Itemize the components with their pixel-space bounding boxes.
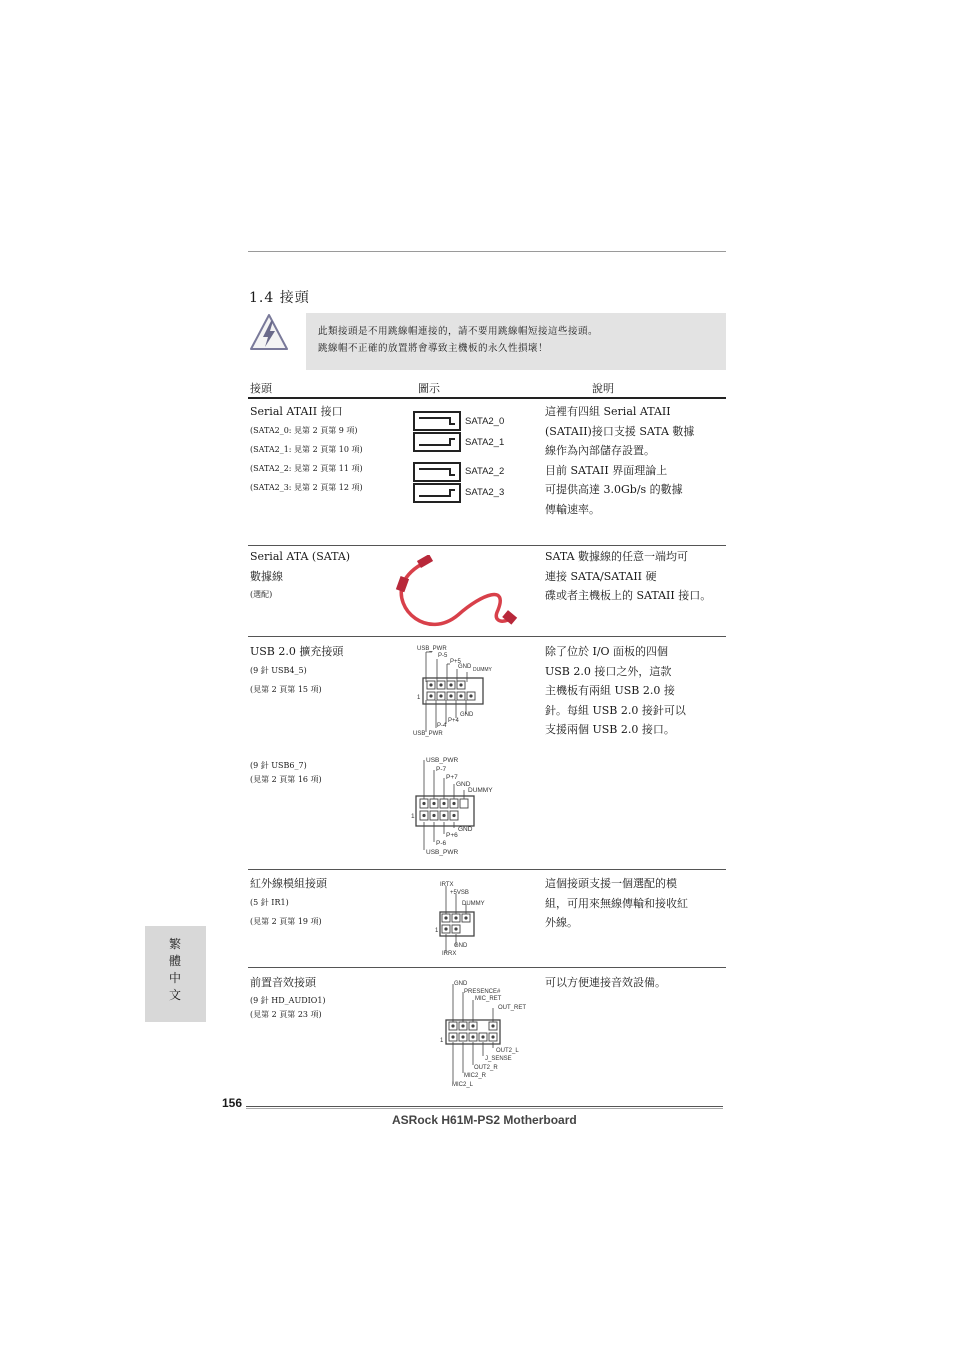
sata-description bbox=[545, 402, 694, 519]
warning-icon bbox=[249, 313, 289, 353]
page-number: 156 bbox=[222, 1096, 243, 1110]
ir-dummy: DUMMY bbox=[462, 901, 485, 907]
warning-text bbox=[318, 323, 598, 357]
sata-sub-3: (SATA2_3: 見第 2 頁第 12 項) bbox=[250, 483, 363, 492]
header-connector: 接頭 bbox=[250, 382, 272, 395]
cable-optional: (選配) bbox=[250, 590, 273, 599]
sata-port-label-0: SATA2_0 bbox=[465, 416, 505, 427]
usb-sub-2: (見第 2 頁第 15 項) bbox=[250, 685, 322, 694]
audio-j-sense: J_SENSE bbox=[485, 1056, 512, 1062]
ir-description bbox=[545, 874, 688, 933]
usb45-usbpwr-bot: USB_PWR bbox=[413, 731, 443, 737]
usb-desc-3: 針。每組 USB 2.0 接針可以 bbox=[545, 703, 686, 717]
warning-line-2: 跳線帽不正確的放置將會導致主機板的永久性損壞！ bbox=[318, 343, 549, 354]
usb67-pminus-bot: P-6 bbox=[436, 840, 447, 847]
usb67-usbpwr-top: USB_PWR bbox=[426, 757, 459, 764]
cable-name-2: 數據線 bbox=[250, 570, 283, 583]
sata-port-label-3: SATA2_3 bbox=[465, 487, 505, 498]
warning-line-1: 此類接頭是不用跳線帽連接的，請不要用跳線帽短接這些接頭。 bbox=[318, 326, 599, 337]
ir-desc-1: 組，可用來無線傳輸和接收紅 bbox=[545, 896, 688, 910]
audio-name: 前置音效接頭 bbox=[250, 976, 316, 989]
ir-desc-2: 外線。 bbox=[545, 916, 578, 929]
audio-mic2-r: MIC2_R bbox=[464, 1073, 487, 1079]
top-rule bbox=[248, 251, 726, 252]
usb67-gnd-bot: GND bbox=[458, 826, 473, 833]
warning-box bbox=[306, 313, 726, 370]
audio-mic2-l: MIC2_L bbox=[452, 1082, 474, 1088]
sata-cable-image bbox=[388, 555, 523, 630]
row-rule-2 bbox=[248, 636, 726, 637]
usb-desc-1: USB 2.0 接口之外，這款 bbox=[545, 664, 672, 678]
usb67-pin1: 1 bbox=[411, 813, 415, 820]
cable-description bbox=[545, 547, 711, 606]
header-rule bbox=[248, 397, 726, 399]
row-rule-3 bbox=[248, 869, 726, 870]
sata-desc-0: 這裡有四組 Serial ATAII bbox=[545, 405, 671, 418]
sata-port-label-2: SATA2_2 bbox=[465, 466, 505, 477]
sata-desc-4: 可提供高達 3.0Gb/s 的數據 bbox=[545, 483, 683, 496]
cable-desc-1: 連接 SATA/SATAII 硬 bbox=[545, 569, 657, 583]
usb-sub-3: (9 針 USB6_7) bbox=[250, 761, 307, 770]
usb67-dummy: DUMMY bbox=[468, 787, 493, 794]
sata-sub-2: (SATA2_2: 見第 2 頁第 11 項) bbox=[250, 464, 363, 473]
audio-desc-0: 可以方便連接音效設備。 bbox=[545, 976, 666, 989]
language-tab-label: 繁體中文 bbox=[168, 937, 181, 1002]
usb67-pminus-top: P-7 bbox=[436, 766, 447, 773]
ir-pin1: 1 bbox=[435, 928, 439, 934]
ir-name: 紅外線模組接頭 bbox=[250, 877, 327, 890]
cable-desc-0: SATA 數據線的任意一端均可 bbox=[545, 550, 689, 563]
ir-sub-1: (5 針 IR1) bbox=[250, 898, 289, 907]
audio-sub-2: (見第 2 頁第 23 項) bbox=[250, 1010, 322, 1019]
audio-sub-1: (9 針 HD_AUDIO1) bbox=[250, 996, 326, 1005]
usb45-pplus-top: P+5 bbox=[450, 659, 461, 665]
usb67-pplus-bot: P+6 bbox=[446, 832, 458, 839]
sata-sub-list bbox=[250, 421, 363, 497]
usb67-pplus-top: P+7 bbox=[446, 774, 458, 781]
row-rule-4 bbox=[248, 967, 726, 968]
ir-5vsb: +5VSB bbox=[450, 890, 469, 896]
header-description: 說明 bbox=[592, 382, 614, 395]
audio-description bbox=[545, 973, 666, 993]
usb45-pminus-top: P-5 bbox=[438, 653, 448, 659]
usb45-dummy: DUMMY bbox=[473, 667, 492, 673]
usb67-diagram bbox=[408, 752, 508, 858]
ir-desc-0: 這個接頭支援一個選配的模 bbox=[545, 877, 677, 890]
sata-sub-1: (SATA2_1: 見第 2 頁第 10 項) bbox=[250, 445, 363, 454]
sata-port-0 bbox=[414, 412, 460, 430]
sata-desc-2: 線作為內部儲存設置。 bbox=[545, 444, 655, 457]
audio-presence: PRESENCE# bbox=[464, 989, 501, 995]
usb67-gnd-top: GND bbox=[456, 781, 471, 788]
usb67-usbpwr-bot: USB_PWR bbox=[426, 849, 459, 856]
footer-rule bbox=[246, 1106, 723, 1107]
sata-port-2 bbox=[414, 463, 460, 481]
sata-port-1 bbox=[414, 433, 460, 451]
header-diagram: 圖示 bbox=[418, 382, 440, 395]
ir-irtx: IRTX bbox=[440, 882, 454, 888]
ir-gnd: GND bbox=[454, 943, 468, 949]
usb45-pin1: 1 bbox=[417, 695, 421, 701]
hd-audio-diagram bbox=[436, 976, 536, 1088]
usb45-gnd-bot: GND bbox=[460, 712, 474, 718]
cable-desc-2: 碟或者主機板上的 SATAII 接口。 bbox=[545, 589, 712, 602]
sata-name: Serial ATAII 接口 bbox=[250, 405, 343, 418]
sata-port-3 bbox=[414, 484, 460, 502]
sata-desc-1: (SATAII)接口支援 SATA 數據 bbox=[545, 424, 695, 438]
sata-sub-0: (SATA2_0: 見第 2 頁第 9 項) bbox=[250, 426, 358, 435]
usb-description bbox=[545, 642, 686, 740]
audio-mic-ret: MIC_RET bbox=[475, 996, 502, 1002]
audio-out2-l: OUT2_L bbox=[496, 1048, 519, 1054]
audio-out2-r: OUT2_R bbox=[474, 1065, 498, 1071]
ir-diagram bbox=[432, 876, 502, 960]
usb45-pminus-bot: P-4 bbox=[437, 723, 447, 729]
audio-pin1: 1 bbox=[440, 1038, 444, 1044]
usb45-gnd-top: GND bbox=[458, 664, 472, 670]
sata-port-label-1: SATA2_1 bbox=[465, 437, 505, 448]
usb-desc-0: 除了位於 I/O 面板的四個 bbox=[545, 645, 669, 658]
cable-name-1: Serial ATA (SATA) bbox=[250, 550, 351, 563]
usb-desc-4: 支援兩個 USB 2.0 接口。 bbox=[545, 723, 675, 736]
ir-sub-2: (見第 2 頁第 19 項) bbox=[250, 917, 322, 926]
row-rule-1 bbox=[248, 545, 726, 546]
ir-irrx: IRRX bbox=[442, 951, 457, 957]
audio-gnd: GND bbox=[454, 981, 468, 987]
usb45-diagram bbox=[410, 644, 510, 740]
usb45-usbpwr-top: USB_PWR bbox=[417, 646, 447, 652]
usb45-pplus-bot: P+4 bbox=[448, 718, 459, 724]
usb-desc-2: 主機板有兩組 USB 2.0 接 bbox=[545, 684, 675, 697]
language-side-tab bbox=[145, 926, 206, 1022]
sata-desc-5: 傳輸速率。 bbox=[545, 502, 600, 516]
sata-desc-3: 目前 SATAII 界面理論上 bbox=[545, 463, 668, 477]
sata-connectors-diagram bbox=[412, 410, 462, 504]
footer-title: ASRock H61M-PS2 Motherboard bbox=[392, 1113, 577, 1127]
section-title: 1.4 接頭 bbox=[249, 290, 310, 306]
usb-sub-1: (9 針 USB4_5) bbox=[250, 666, 307, 675]
footer-rule-2 bbox=[246, 1108, 723, 1109]
usb-sub-4: (見第 2 頁第 16 項) bbox=[250, 775, 322, 784]
usb-name: USB 2.0 擴充接頭 bbox=[250, 645, 344, 658]
audio-out-ret: OUT_RET bbox=[498, 1005, 527, 1011]
